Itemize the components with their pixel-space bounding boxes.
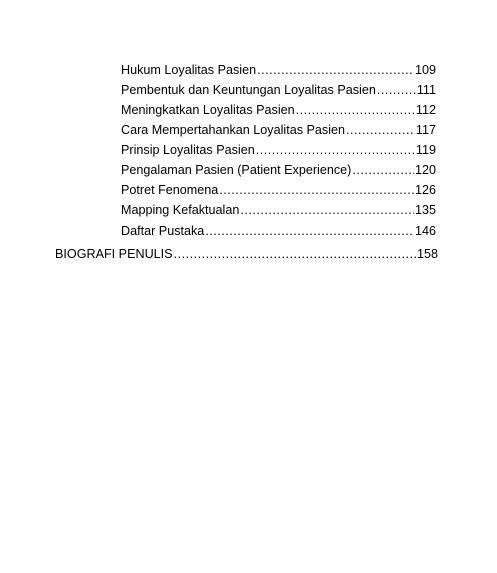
toc-entry-title: Daftar Pustaka xyxy=(121,224,205,238)
toc-entry-page: 120 xyxy=(414,163,436,177)
dot-leader xyxy=(240,200,414,220)
toc-entry-title: Pembentuk dan Keuntungan Loyalitas Pasien xyxy=(121,83,376,97)
dot-leader xyxy=(377,80,416,100)
toc-entry-mapping-kefaktualan xyxy=(121,200,436,220)
toc-entry-meningkatkan-loyalitas xyxy=(121,100,436,120)
toc-entry-page: 109 xyxy=(414,63,436,77)
toc-entry-cara-mempertahankan xyxy=(121,120,436,140)
dot-leader xyxy=(346,120,415,140)
toc-entry-page: 119 xyxy=(415,143,436,157)
dot-leader xyxy=(219,180,414,200)
toc-entry-title: Pengalaman Pasien (Patient Experience) xyxy=(121,163,352,177)
toc-entry-prinsip-loyalitas xyxy=(121,140,436,160)
dot-leader xyxy=(296,100,415,120)
toc-entry-title: Potret Fenomena xyxy=(121,183,219,197)
toc-entry-page: 117 xyxy=(415,123,436,137)
toc-entry-biografi-penulis xyxy=(55,244,438,264)
toc-entry-page: 146 xyxy=(414,224,436,238)
toc-entry-pembentuk-keuntungan xyxy=(121,80,436,100)
toc-entry-page: 135 xyxy=(414,203,436,217)
toc-entry-title: Hukum Loyalitas Pasien xyxy=(121,63,257,77)
toc-entry-title: Prinsip Loyalitas Pasien xyxy=(121,143,255,157)
toc-entry-title: Cara Mempertahankan Loyalitas Pasien xyxy=(121,123,346,137)
toc-entry-page: 111 xyxy=(416,83,436,97)
toc-chapter-page: 158 xyxy=(416,247,438,261)
dot-leader xyxy=(205,221,414,241)
toc-entry-title: Meningkatkan Loyalitas Pasien xyxy=(121,103,295,117)
dot-leader xyxy=(352,160,414,180)
dot-leader xyxy=(174,244,416,264)
toc-entry-daftar-pustaka xyxy=(121,221,436,241)
toc-chapter-title: BIOGRAFI PENULIS xyxy=(55,247,173,261)
toc-entry-pengalaman-pasien xyxy=(121,160,436,180)
toc-entry-hukum-loyalitas-pasien xyxy=(121,60,436,80)
toc-entry-title: Mapping Kefaktualan xyxy=(121,203,240,217)
toc-entry-page: 112 xyxy=(415,103,436,117)
toc-entry-potret-fenomena xyxy=(121,180,436,200)
dot-leader xyxy=(257,60,414,80)
toc-entry-page: 126 xyxy=(414,183,436,197)
dot-leader xyxy=(256,140,415,160)
